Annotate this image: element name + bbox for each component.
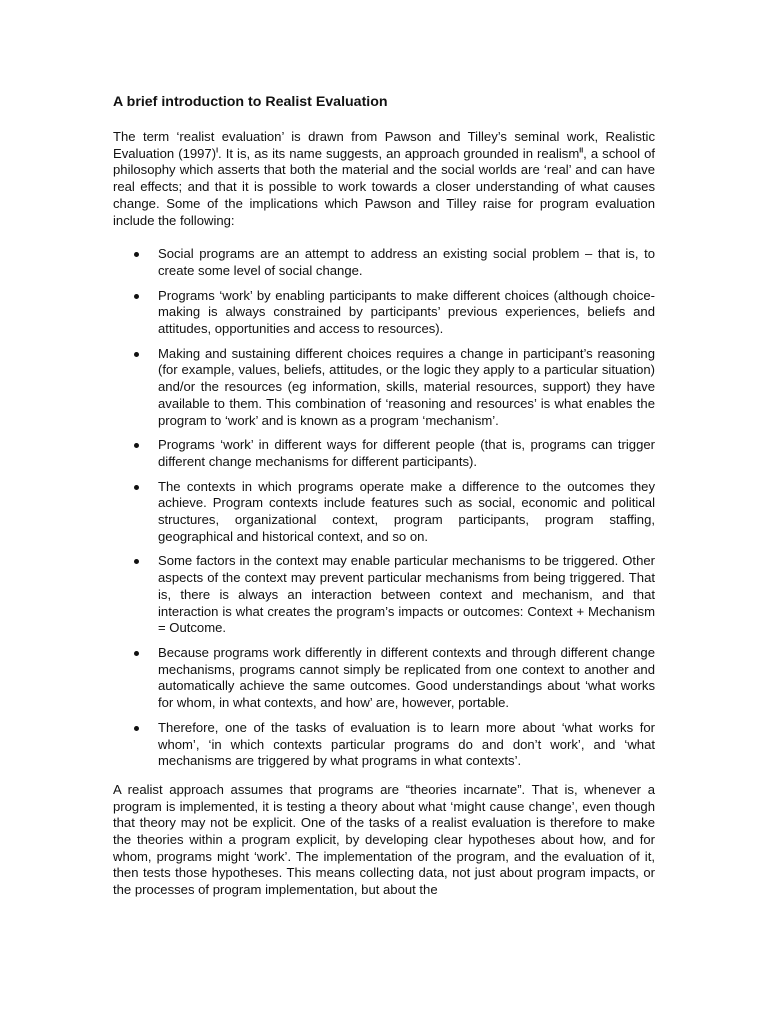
endnote-ref-2: II xyxy=(579,147,584,155)
document-title: A brief introduction to Realist Evaluation xyxy=(113,94,388,110)
list-item xyxy=(113,246,655,279)
intro-text-2: . It is, as its name suggests, an approach grounded in realism xyxy=(218,145,580,161)
document-page xyxy=(113,93,655,899)
list-item xyxy=(113,288,655,338)
intro-text-1: The term ‘realist evaluation’ is drawn from Pawson and Tilley’s seminal work, Realistic Evaluation (1997) xyxy=(113,129,655,161)
bullet-icon xyxy=(134,651,139,656)
intro-paragraph xyxy=(113,129,655,229)
implications-list xyxy=(113,246,655,770)
bullet-icon xyxy=(134,443,139,448)
bullet-icon xyxy=(134,352,139,357)
bullet-icon xyxy=(134,559,139,564)
bullet-icon xyxy=(134,485,139,490)
list-item-text: Making and sustaining different choices requires a change in participant’s reasoning (for example, values, beliefs, attitudes, or the logic they apply to a particular situation) and/or the resources (eg information, skills, material resources, support) they have available to them. This combination of ‘reasoning and resources’ is what enables the program to ‘work’ and is known as a program ‘mechanism’. xyxy=(158,345,655,428)
list-item-text: Therefore, one of the tasks of evaluation is to learn more about ‘what works for whom’, ‘in which contexts particular programs do and don’t work’, and ‘what mechanisms are triggered by what programs in what contexts’. xyxy=(158,719,655,769)
list-item xyxy=(113,720,655,770)
list-item xyxy=(113,645,655,712)
list-item-text: Programs ‘work’ in different ways for different people (that is, programs can trigger different change mechanisms for different participants). xyxy=(158,437,655,469)
bullet-icon xyxy=(134,726,139,731)
endnote-ref-1: I xyxy=(216,147,219,155)
closing-paragraph: A realist approach assumes that programs are “theories incarnate”. That is, whenever a program is implemented, it is testing a theory about what ‘might cause change’, even though that theory may not be explicit. One of the tasks of a realist evaluation is therefore to make the theories within a program explicit, by developing clear hypotheses about how, and for whom, programs might ‘work’. The implementation of the program, and the evaluation of it, then tests those hypotheses. This means collecting data, not just about program impacts, or the processes of program implementation, but about the xyxy=(113,781,655,898)
list-item-text: Social programs are an attempt to address an existing social problem – that is, to create some level of social change. xyxy=(158,246,655,278)
bullet-icon xyxy=(134,294,139,299)
list-item xyxy=(113,346,655,430)
list-item xyxy=(113,553,655,637)
list-item-text: The contexts in which programs operate make a difference to the outcomes they achieve. Program contexts include features such as social, economic and political structures, organizational context, program participants, program staffing, geographical and historical context, and so on. xyxy=(158,478,655,544)
bullet-icon xyxy=(134,252,139,257)
list-item-text: Programs ‘work’ by enabling participants to make different choices (although choice-making is always constrained by participants’ previous experiences, beliefs and attitudes, opportunities and access to resources). xyxy=(158,287,655,337)
list-item-text: Because programs work differently in different contexts and through different change mechanisms, programs cannot simply be replicated from one context to another and automatically achieve the same outcomes. Good understandings about ‘what works for whom, in what contexts, and how’ are, however, portable. xyxy=(158,644,655,711)
intro-text-3: , a school of philosophy which asserts that both the material and the social worlds are ‘real’ and can have real effects; and that it is possible to work towards a closer understanding of what causes change. Some of the implications which Pawson and Tilley raise for program evaluation include the following: xyxy=(113,145,655,228)
list-item xyxy=(113,479,655,546)
list-item-text: Some factors in the context may enable particular mechanisms to be triggered. Other aspects of the context may prevent particular mechanisms from being triggered. That is, there is always an interaction between context and mechanism, and that interaction is what creates the program’s impacts or outcomes: Context + Mechanism = Outcome. xyxy=(158,553,655,636)
list-item xyxy=(113,437,655,470)
